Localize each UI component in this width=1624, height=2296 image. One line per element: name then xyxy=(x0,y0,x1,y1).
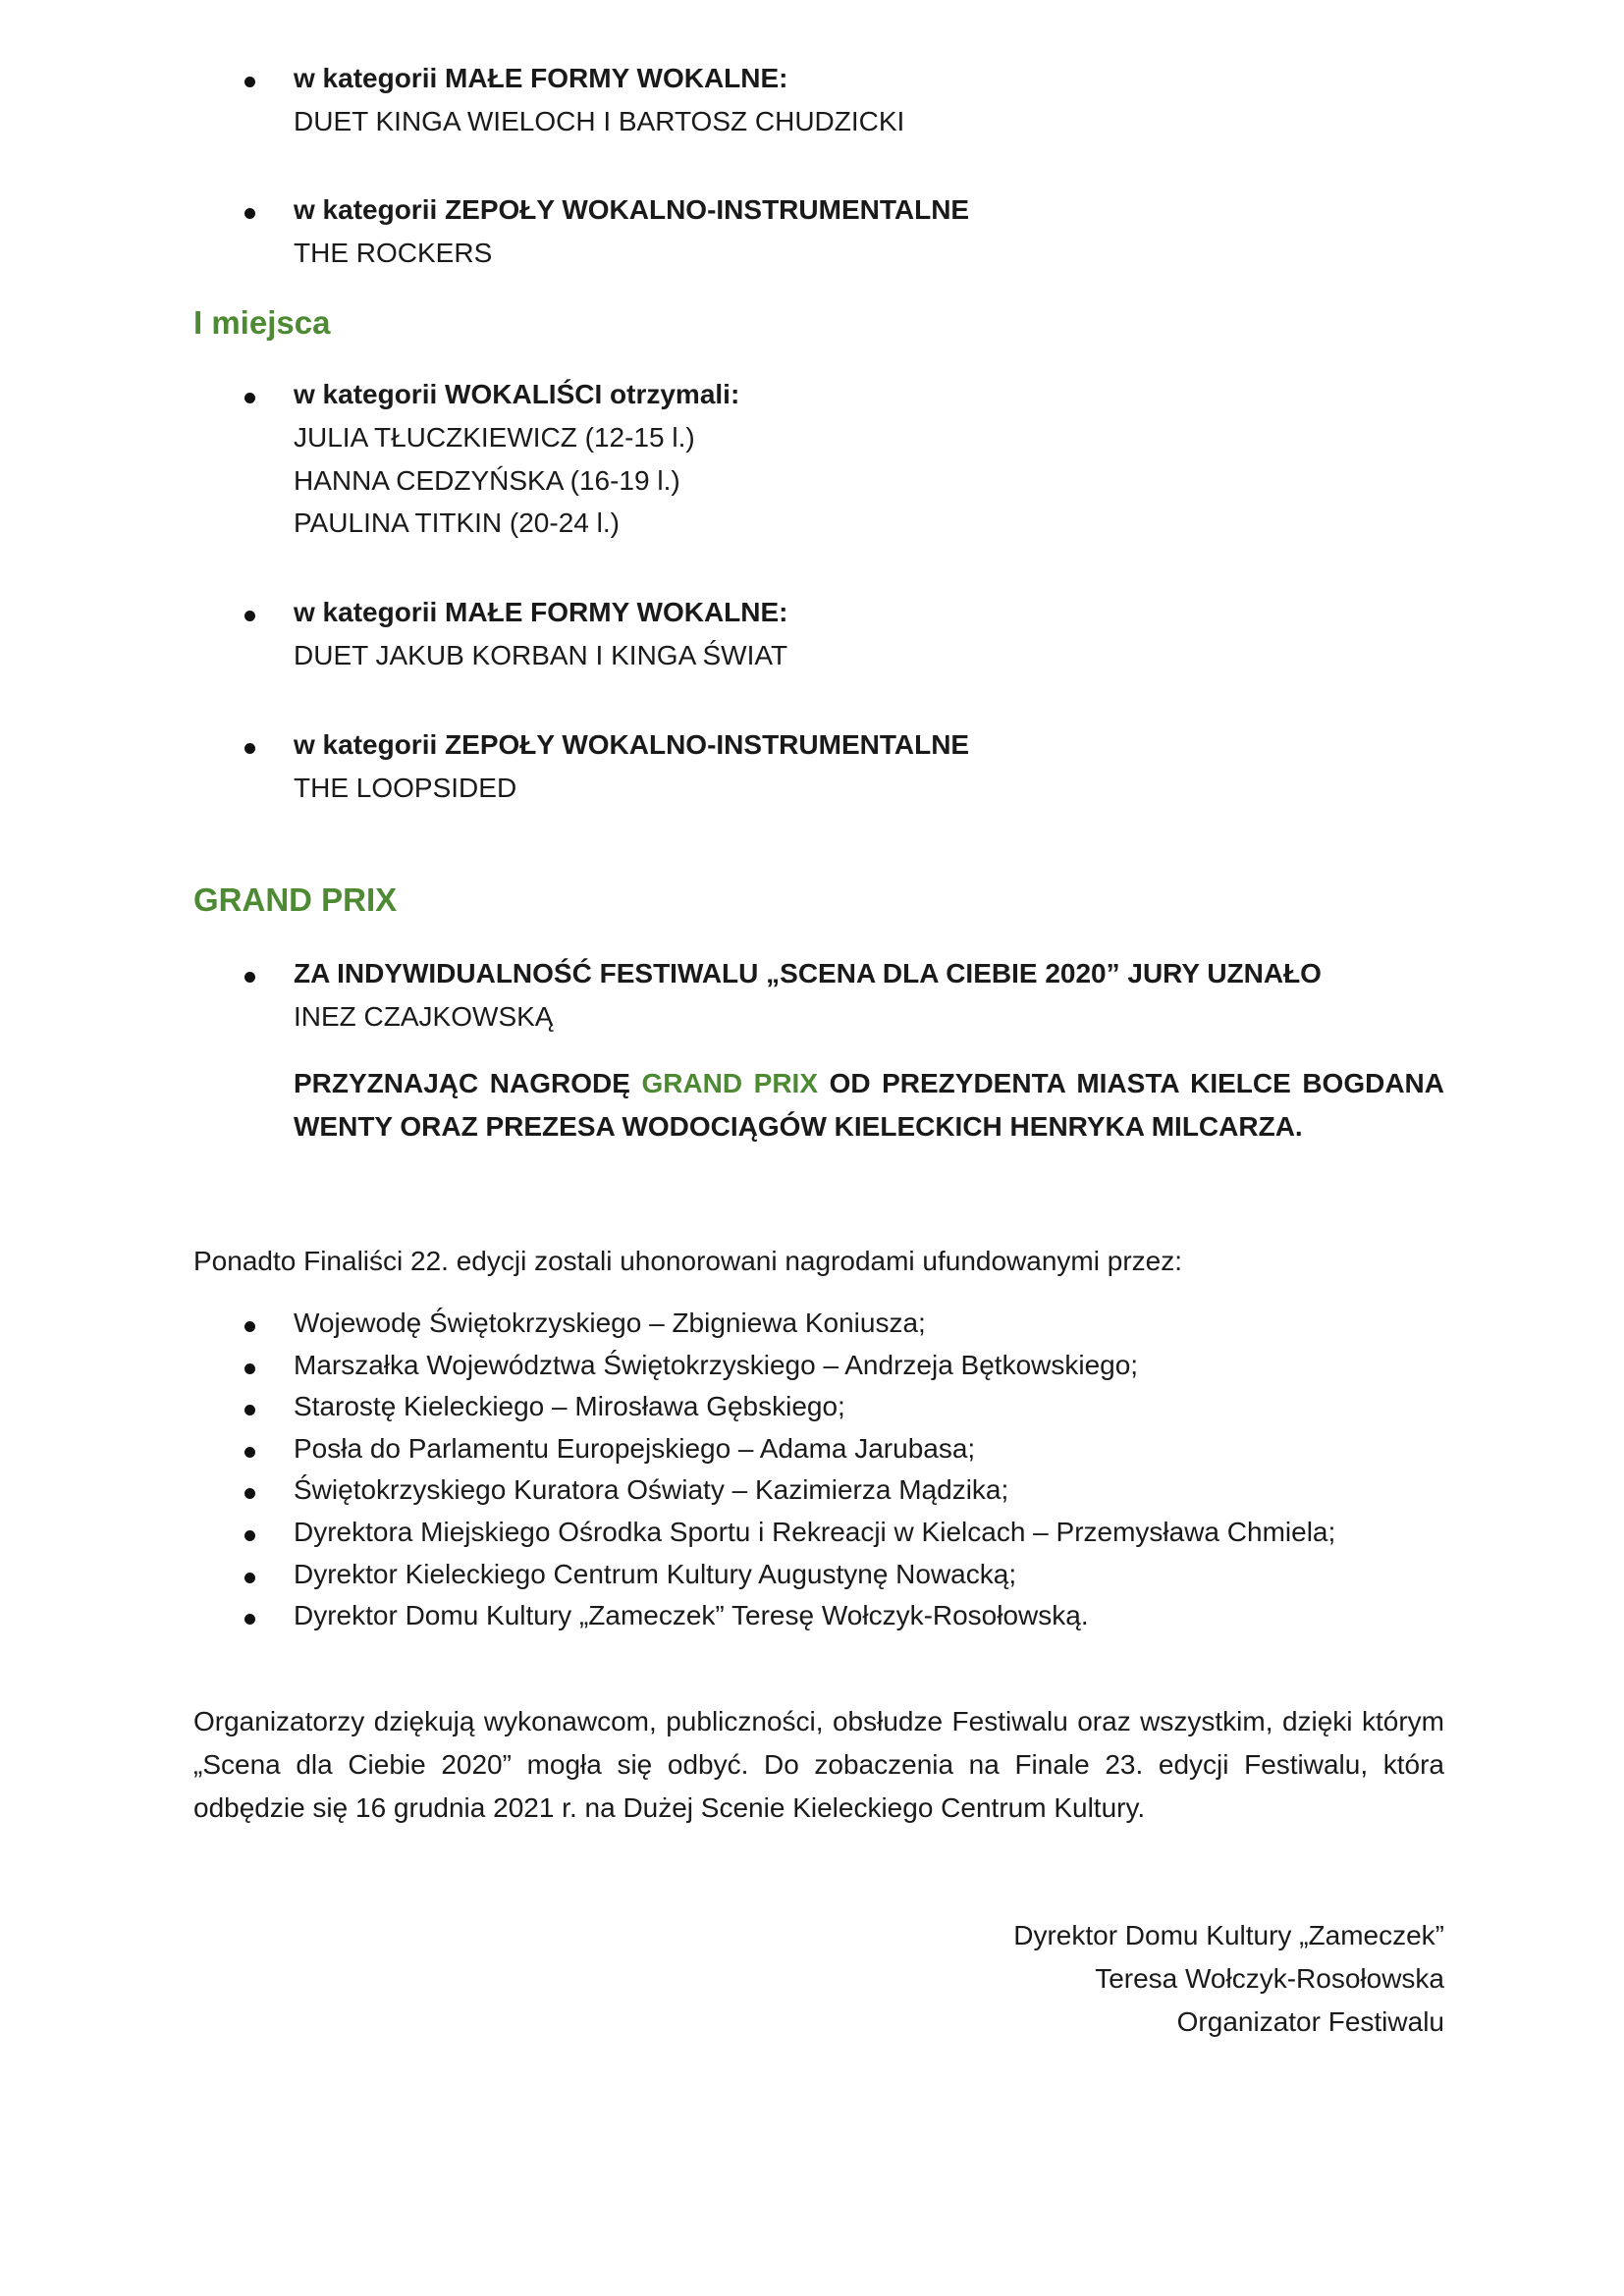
section-heading-first-places: I miejsca xyxy=(193,304,331,341)
sponsors-intro: Ponadto Finaliści 22. edycji zostali uhonorowani nagrodami ufundowanymi przez: xyxy=(193,1246,1183,1276)
award-winner: PAULINA TITKIN (20-24 l.) xyxy=(294,507,620,538)
signature-title: Dyrektor Domu Kultury „Zameczek” xyxy=(1013,1920,1444,1950)
bullet-icon xyxy=(244,1488,255,1499)
award-winner: JULIA TŁUCZKIEWICZ (12-15 l.) xyxy=(294,422,695,453)
bullet-icon xyxy=(244,1363,255,1374)
bullet-icon xyxy=(244,1321,255,1332)
bullet-icon xyxy=(244,1573,255,1583)
sponsor-text: Dyrektor Kieleckiego Centrum Kultury Augustynę Nowacką; xyxy=(294,1559,1017,1589)
sponsor-text: Starostę Kieleckiego – Mirosława Gębskiego; xyxy=(294,1391,845,1421)
section-heading-grand-prix: GRAND PRIX xyxy=(193,881,398,918)
award-winner: DUET JAKUB KORBAN I KINGA ŚWIAT xyxy=(294,640,788,670)
award-category: w kategorii ZEPOŁY WOKALNO-INSTRUMENTALNE xyxy=(294,729,970,760)
bullet-icon xyxy=(244,393,255,403)
statement-highlight: GRAND PRIX xyxy=(641,1068,819,1098)
bullet-icon xyxy=(244,77,255,87)
award-category: w kategorii MAŁE FORMY WOKALNE: xyxy=(294,597,788,627)
sponsor-text: Dyrektora Miejskiego Ośrodka Sportu i Rekreacji w Kielcach – Przemysława Chmiela; xyxy=(294,1517,1336,1547)
bullet-icon xyxy=(244,1614,255,1625)
signature-name: Teresa Wołczyk-Rosołowska xyxy=(1095,1963,1444,1994)
closing-paragraph: Organizatorzy dziękują wykonawcom, publiczności, obsłudze Festiwalu oraz wszystkim, dzięki którym „Scena dla Ciebie 2020” mogła się odbyć. Do zobaczenia na Finale 23. edycji Festiwalu, która odbędzie się 16 grudnia 2021 r. na Dużej Scenie Kieleckiego Centrum Kultury. xyxy=(193,1706,1444,1823)
bullet-icon xyxy=(244,1405,255,1415)
sponsor-text: Posła do Parlamentu Europejskiego – Adama Jarubasa; xyxy=(294,1433,976,1464)
award-winner: THE LOOPSIDED xyxy=(294,773,517,803)
bullet-icon xyxy=(244,743,255,754)
award-winner: THE ROCKERS xyxy=(294,238,493,268)
sponsor-text: Świętokrzyskiego Kuratora Oświaty – Kazimierza Mądzika; xyxy=(294,1474,1009,1505)
statement-prefix: PRZYZNAJĄC NAGRODĘ xyxy=(294,1068,642,1098)
grand-prix-title: ZA INDYWIDUALNOŚĆ FESTIWALU „SCENA DLA CIEBIE 2020” JURY UZNAŁO xyxy=(294,958,1322,988)
grand-prix-winner: INEZ CZAJKOWSKĄ xyxy=(294,1001,554,1032)
grand-prix-statement xyxy=(294,1062,1444,1148)
bullet-icon xyxy=(244,611,255,621)
award-category: w kategorii ZEPOŁY WOKALNO-INSTRUMENTALNE xyxy=(294,194,970,225)
award-category: w kategorii MAŁE FORMY WOKALNE: xyxy=(294,63,788,93)
bullet-icon xyxy=(244,1530,255,1541)
statement-suffix: OD PREZYDENTA MIASTA KIELCE BOGDANA WENTY ORAZ PREZESA WODOCIĄGÓW KIELECKICH HENRYKA MILCARZA. xyxy=(294,1068,1444,1142)
award-winner: DUET KINGA WIELOCH I BARTOSZ CHUDZICKI xyxy=(294,106,905,136)
sponsor-text: Wojewodę Świętokrzyskiego – Zbigniewa Koniusza; xyxy=(294,1308,926,1338)
sponsor-text: Dyrektor Domu Kultury „Zameczek” Teresę Wołczyk-Rosołowską. xyxy=(294,1600,1089,1630)
award-winner: HANNA CEDZYŃSKA (16-19 l.) xyxy=(294,465,680,496)
bullet-icon xyxy=(244,972,255,983)
award-category: w kategorii WOKALIŚCI otrzymali: xyxy=(294,379,740,409)
signature-role: Organizator Festiwalu xyxy=(1176,2006,1444,2037)
bullet-icon xyxy=(244,1447,255,1458)
sponsor-text: Marszałka Województwa Świętokrzyskiego – Andrzeja Bętkowskiego; xyxy=(294,1350,1139,1380)
bullet-icon xyxy=(244,208,255,219)
